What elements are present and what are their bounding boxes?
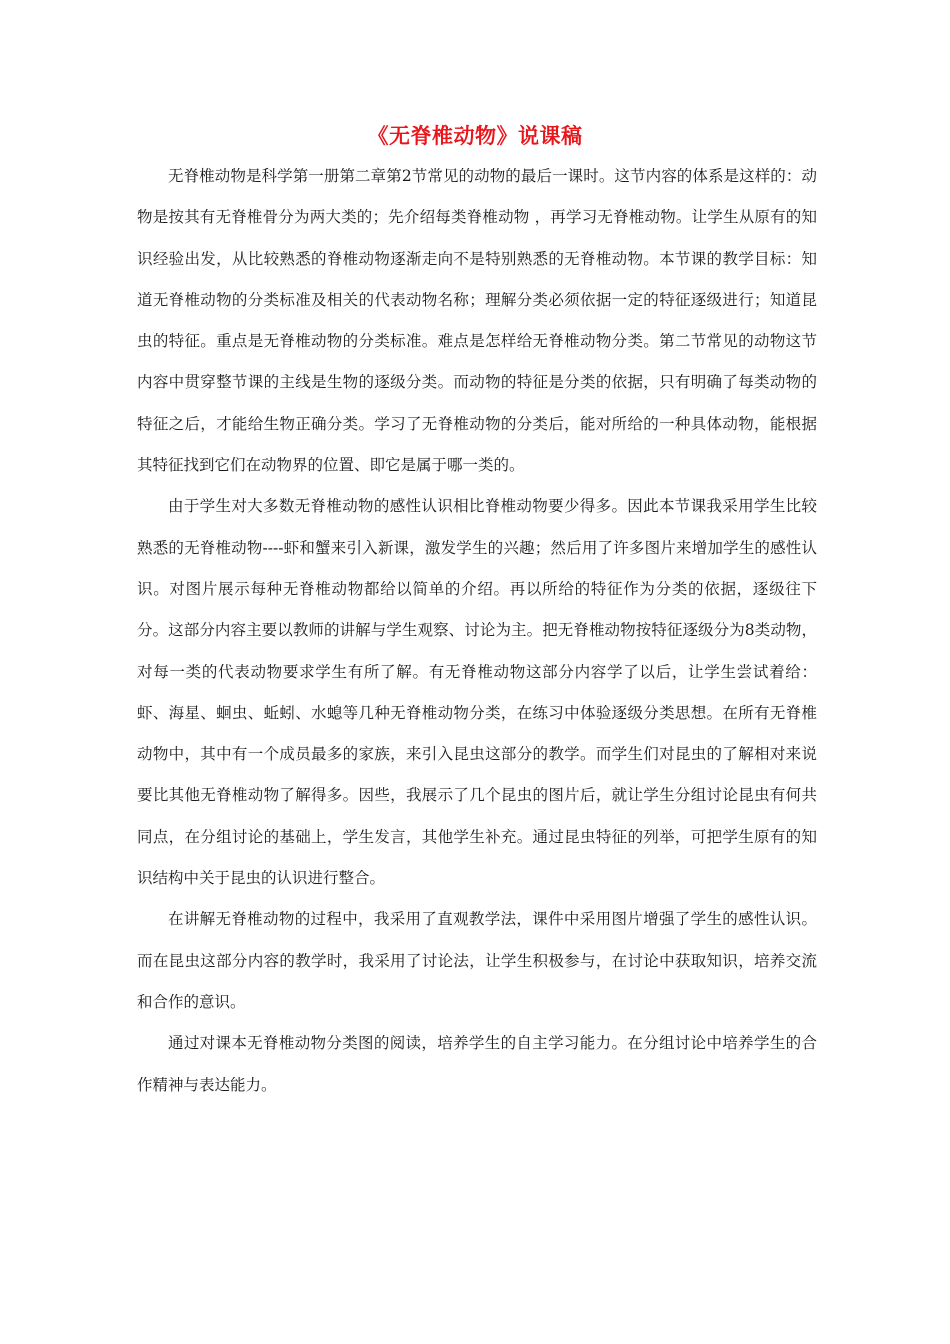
document-body xyxy=(137,156,817,1106)
paragraph-2: 由于学生对大多数无脊椎动物的感性认识相比脊椎动物要少得多。因此本节课我采用学生比较熟悉的无脊椎动物----虾和蟹来引入新课，激发学生的兴趣；然后用了许多图片来增加学生的感性认识。对图片展示每种无脊椎动物都给以简单的介绍。再以所给的特征作为分类的依据，逐级往下分。这部分内容主要以教师的讲解与学生观察、讨论为主。把无脊椎动物按特征逐级分为8类动物，对每一类的代表动物要求学生有所了解。有无脊椎动物这部分内容学了以后，让学生尝试着给：虾、海星、蛔虫、蚯蚓、水螅等几种无脊椎动物分类，在练习中体验逐级分类思想。在所有无脊椎动物中，其中有一个成员最多的家族，来引入昆虫这部分的教学。而学生们对昆虫的了解相对来说要比其他无脊椎动物了解得多。因些，我展示了几个昆虫的图片后，就让学生分组讨论昆虫有何共同点，在分组讨论的基础上，学生发言，其他学生补充。通过昆虫特征的列举，可把学生原有的知识结构中关于昆虫的认识进行整合。 xyxy=(137,497,817,888)
paragraph-3: 在讲解无脊椎动物的过程中，我采用了直观教学法，课件中采用图片增强了学生的感性认识。而在昆虫这部分内容的教学时，我采用了讨论法，让学生积极参与，在讨论中获取知识，培养交流和合作的意识。 xyxy=(137,910,817,1011)
paragraph-4: 通过对课本无脊椎动物分类图的阅读，培养学生的自主学习能力。在分组讨论中培养学生的合作精神与表达能力。 xyxy=(137,1034,817,1094)
document-title: 《无脊椎动物》说课稿 xyxy=(367,123,583,148)
paragraph-1: 无脊椎动物是科学第一册第二章第2节常见的动物的最后一课时。这节内容的体系是这样的：动物是按其有无脊椎骨分为两大类的；先介绍每类脊椎动物 ，再学习无脊椎动物。让学生从原有的知识经验出发，从比较熟悉的脊椎动物逐渐走向不是特别熟悉的无脊椎动物。本节课的教学目标：知道无脊椎动物的分类标准及相关的代表动物名称；理解分类必须依据一定的特征逐级进行；知道昆虫的特征。重点是无脊椎动物的分类标准。难点是怎样给无脊椎动物分类。第二节常见的动物这节内容中贯穿整节课的主线是生物的逐级分类。而动物的特征是分类的依据，只有明确了每类动物的特征之后，才能给生物正确分类。学习了无脊椎动物的分类后，能对所给的一种具体动物，能根据其特征找到它们在动物界的位置、即它是属于哪一类的。 xyxy=(137,167,817,475)
